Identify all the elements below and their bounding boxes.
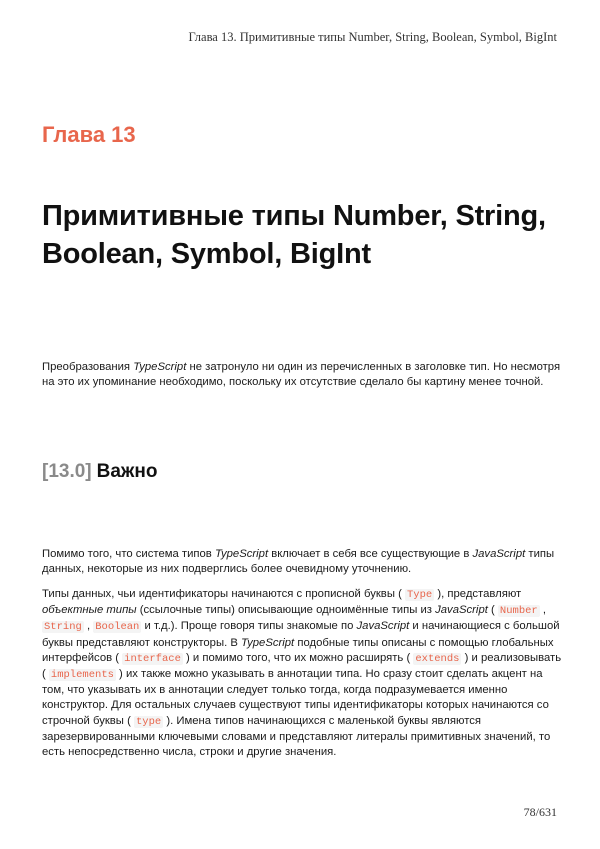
code-boolean: Boolean <box>95 621 140 634</box>
code-type-lower: type <box>135 715 162 728</box>
code-number: Number <box>499 605 538 618</box>
page-number: 78/631 <box>523 805 557 819</box>
code-interface: interface <box>124 652 181 665</box>
code-string: String <box>44 621 82 634</box>
code-extends: extends <box>415 652 460 665</box>
section-number: [13.0] <box>42 461 92 482</box>
code-type-upper: Type <box>406 589 433 601</box>
intro-paragraph: Преобразования TypeScript не затронуло ни один из перечисленных в заголовке тип. Но несмотря на это их упоминание необходимо, поскольку их отсутствие сделало бы картину менее точной. <box>42 361 561 389</box>
paragraph-2: Типы данных, чьи идентификаторы начинаются с прописной буквы ( Type ), представляют объектные типы (ссылочные типы) описывающие одноимённые типы из JavaScript ( Number , String , Boolean и т.д.). Проще говоря типы знакомые по JavaScript и начинающиеся с большой буквы представляют конструкторы. В TypeScript подобные типы описаны с помощью глобальных интерфейсов ( interface ) и помимо того, что их можно расширять ( extends ) и реализовывать ( implements ) их также можно указывать в аннотации типа. Но сразу стоит сделать акцент на том, что указывать их в аннотации следует только тогда, когда подразумевается именно конструктор. Для остальных случаев существуют типы идентификаторы которых начинаются со строчной буквы ( type ). Имена типов начинающихся с маленькой буквы являются зарезервированными ключевыми словами и представляют литералы примитивных значений, то есть непосредственно числа, строки и другие значения. <box>42 588 562 759</box>
chapter-label: Глава 13 <box>42 122 136 147</box>
section-heading <box>42 461 157 483</box>
code-implements: implements <box>50 669 114 682</box>
typescript-term: TypeScript <box>133 361 187 373</box>
section-title: Важно <box>96 461 158 482</box>
chapter-title: Примитивные типы Number, String, Boolean, Symbol, BigInt <box>42 200 546 270</box>
running-header: Глава 13. Примитивные типы Number, String, Boolean, Symbol, BigInt <box>188 30 557 44</box>
paragraph-1: Помимо того, что система типов TypeScript включает в себя все существующие в JavaScript типы данных, некоторые из них подверглись более очевидному уточнению. <box>42 548 555 576</box>
